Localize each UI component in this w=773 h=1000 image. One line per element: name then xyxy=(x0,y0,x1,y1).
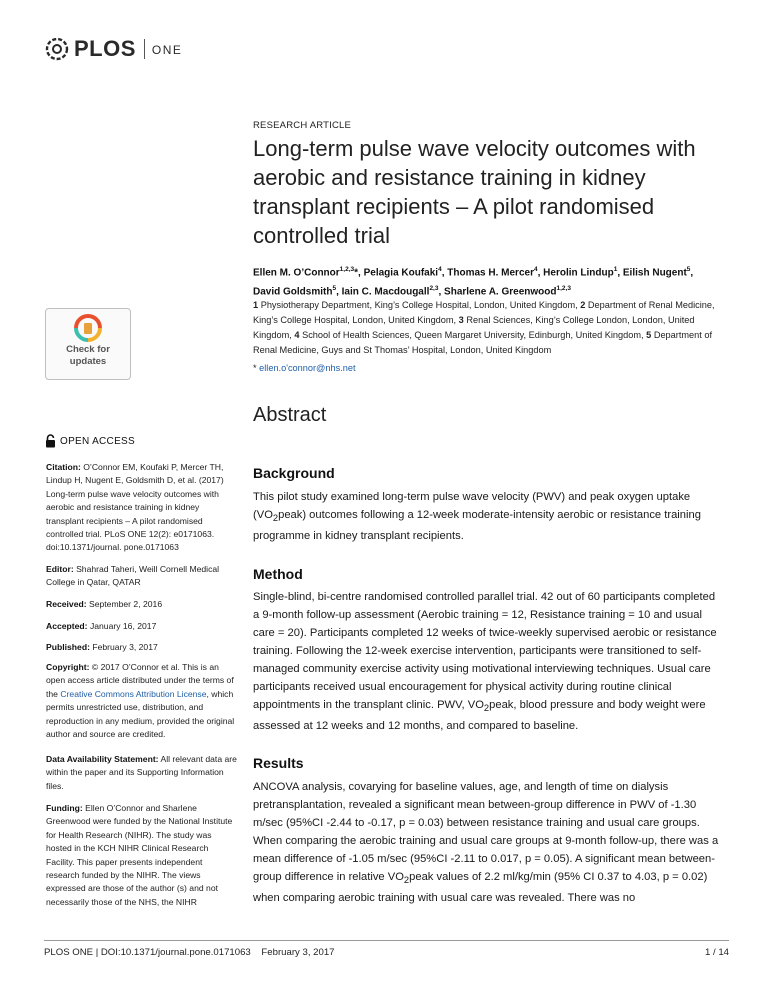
affil-number: 5 xyxy=(646,330,652,340)
author-affil-sup: 1 xyxy=(613,266,618,273)
copyright-text-post: , which permits unrestricted use, distribution, and reproduction in any medium, provided the original author and source are credited. xyxy=(46,688,235,740)
subscript: 2 xyxy=(483,703,490,714)
data-availability-label: Data Availability Statement: xyxy=(46,754,159,764)
background-text xyxy=(253,488,723,545)
background-text-pre: This pilot study examined long-term pulse wave velocity (PWV) and peak oxygen uptake (VO xyxy=(253,491,691,521)
author-name[interactable]: Pelagia Koufaki xyxy=(363,267,439,279)
check-updates-line2: updates xyxy=(69,356,107,367)
author-affil-sup: 5 xyxy=(686,266,691,273)
author-affil-sup: 4 xyxy=(533,266,538,273)
author-name[interactable]: David Goldsmith xyxy=(253,286,333,298)
author-affil-sup: 1,2,3 xyxy=(556,285,571,293)
data-availability-text: All relevant data are within the paper and its Supporting Information files. xyxy=(46,754,237,791)
affil-number: 1 xyxy=(253,300,259,310)
affil-number: 2 xyxy=(580,300,586,310)
affiliations xyxy=(253,298,723,358)
footer-divider xyxy=(44,940,729,941)
method-text-post: peak, blood pressure and body weight were assessed at 12 weeks and 12 months, and compared to baseline. xyxy=(253,699,706,733)
plos-one-logo[interactable] xyxy=(44,34,182,64)
open-access-label xyxy=(45,434,135,448)
author-affil-sup: 2,3 xyxy=(429,285,439,293)
page-number: 1 / 14 xyxy=(704,947,729,958)
editor-label: Editor: xyxy=(46,564,74,574)
author-name[interactable]: Sharlene A. Greenwood xyxy=(444,286,557,298)
author-list: Ellen M. O’Connor$^{1,2,3}$*, Pelagia Koufaki$^4$, Thomas H. Mercer$^4$, Herolin Lindup$^1$, Eilish Nugent$^5$, David Goldsmith$^5$, Iain C. Macdougall$^{2,3}$, Sharlene A. Greenwood$^{1,2,3}$ xyxy=(253,266,694,298)
author-name[interactable]: Eilish Nugent xyxy=(622,267,687,279)
check-updates-icon xyxy=(73,313,103,343)
author-affil-sup: 1,2,3 xyxy=(339,266,355,273)
citation-block xyxy=(46,461,238,555)
subscript: 2 xyxy=(403,875,410,886)
received-block xyxy=(46,598,238,611)
author-affil-sup: 4 xyxy=(438,266,442,273)
correspondence xyxy=(253,363,723,373)
data-availability-block xyxy=(46,753,238,793)
author-affil-sup: 5 xyxy=(332,285,337,293)
background-text-post: peak) outcomes following a 12-week moderate-intensity aerobic or resistance training programme in kidney transplant recipients. xyxy=(253,509,701,543)
affil-text: Physiotherapy Department, King’s College Hospital, London, United Kingdom, xyxy=(260,300,578,310)
funding-block xyxy=(46,802,238,909)
results-text-pre: ANCOVA analysis, covarying for baseline values, age, and length of time on dialysis pretransplantation, revealed a significant mean between-group difference in PWV of -1.30 m/sec (95%CI -2.44 to -0.17, p = 0.03) between resistance training and usual care groups. When comparing the aerobic training and usual care groups at 9-month follow-up, there was a mean difference of -1.05 m/sec (95%CI -2.11 to 0.017, p = 0.05). A significant mean between-group difference in relative VO xyxy=(253,781,719,883)
published-date: February 3, 2017 xyxy=(92,642,158,652)
affil-text: Renal Sciences, King’s College London, London, United Kingdom, xyxy=(253,315,695,340)
article-type-label: RESEARCH ARTICLE xyxy=(253,120,352,131)
affil-text: Department of Renal Medicine, King’s College Hospital, London, United Kingdom, xyxy=(253,300,715,325)
published-block xyxy=(46,641,238,654)
affil-number: 4 xyxy=(294,330,300,340)
funding-text: Ellen O’Connor and Sharlene Greenwood were funded by the National Institute for Health Research (NIHR). The study was hosted in the KCH NIHR Clinical Research Facility. This paper presents independent research funded by the NIHR. The views expressed are those of the author (s) and not necessarily those of the NHS, the NIHR xyxy=(46,803,233,907)
published-label: Published: xyxy=(46,642,90,652)
editor-text: Shahrad Taheri, Weill Cornell Medical College in Qatar, QATAR xyxy=(46,564,220,588)
funding-label: Funding: xyxy=(46,803,83,813)
journal-name: ONE xyxy=(151,43,183,57)
method-text-pre: Single-blind, bi-centre randomised controlled parallel trial. 42 out of 60 participants completed a 9-month follow-up assessment (Aerobic training = 12, Resistance training = 10 and usual care = 20). Participants completed 12 weeks of twice-weekly supervised aerobic or resistance training. Following the 12-week exercise intervention, participants were transitioned to self-managed community exercise activity using motivational interviewing techniques. Usual care participants received usual encouragement for physical activity during routine clinical appointments in the transplant clinic. PWV, VO xyxy=(253,591,717,711)
copyright-text-pre: © 2017 O’Connor et al. This is an open access article distributed under the terms of the xyxy=(46,662,234,699)
copyright-label: Copyright: xyxy=(46,662,90,672)
check-updates-line1: Check for xyxy=(66,344,110,355)
accepted-date: January 16, 2017 xyxy=(89,621,157,631)
background-heading: Background xyxy=(253,465,335,481)
editor-block xyxy=(46,563,238,590)
accepted-label: Accepted: xyxy=(46,621,88,631)
citation-text: O’Connor EM, Koufaki P, Mercer TH, Lindup H, Nugent E, Goldsmith D, et al. (2017) Long-term pulse wave velocity outcomes with aerobic and resistance training in kidney transplant recipients – A pilot randomised controlled trial. PLoS ONE 12(2): e0171063. doi:10.1371/journal. pone.0171063 xyxy=(46,462,224,553)
correspondence-email[interactable]: ellen.o'connor@nhs.net xyxy=(259,363,356,373)
abstract-heading: Abstract xyxy=(253,404,327,426)
footer-citation: PLOS ONE | DOI:10.1371/journal.pone.0171063 February 3, 2017 xyxy=(44,947,335,958)
copyright-block xyxy=(46,661,238,741)
citation-label: Citation: xyxy=(46,462,81,472)
subscript: 2 xyxy=(272,513,279,524)
received-label: Received: xyxy=(46,599,87,609)
correspondence-mark: * xyxy=(253,363,257,373)
open-lock-icon xyxy=(45,434,56,448)
method-heading: Method xyxy=(253,566,303,582)
corresponding-mark: * xyxy=(354,267,359,279)
author-name[interactable]: Herolin Lindup xyxy=(543,267,614,279)
results-text-post: peak values of 2.2 ml/kg/min (95% CI 0.37 to 4.03, p = 0.02) when comparing aerobic training with usual care was revealed. There was no xyxy=(253,871,708,905)
plos-logo-icon xyxy=(44,36,70,62)
brand-name: PLOS xyxy=(74,36,136,61)
author-name[interactable]: Iain C. Macdougall xyxy=(341,286,430,298)
open-access-text: OPEN ACCESS xyxy=(60,435,135,447)
method-text xyxy=(253,588,723,735)
results-text xyxy=(253,778,723,907)
check-for-updates-badge[interactable] xyxy=(45,308,131,380)
license-link[interactable]: Creative Commons Attribution License xyxy=(60,688,207,699)
affil-number: 3 xyxy=(458,315,464,325)
accepted-block xyxy=(46,620,238,633)
author-name[interactable]: Ellen M. O’Connor xyxy=(253,267,340,279)
logo-divider xyxy=(144,39,145,59)
affil-text: Department of Renal Medicine, Guys and St Thomas’ Hospital, London, United Kingdom xyxy=(253,330,713,355)
article-title: Long-term pulse wave velocity outcomes with aerobic and resistance training in kidney transplant recipients – A pilot randomised controlled trial xyxy=(253,136,696,248)
affil-text: School of Health Sciences, Queen Margaret University, Edinburgh, United Kingdom, xyxy=(302,330,644,340)
received-date: September 2, 2016 xyxy=(89,599,163,609)
author-name[interactable]: Thomas H. Mercer xyxy=(447,267,534,279)
results-heading: Results xyxy=(253,755,304,771)
